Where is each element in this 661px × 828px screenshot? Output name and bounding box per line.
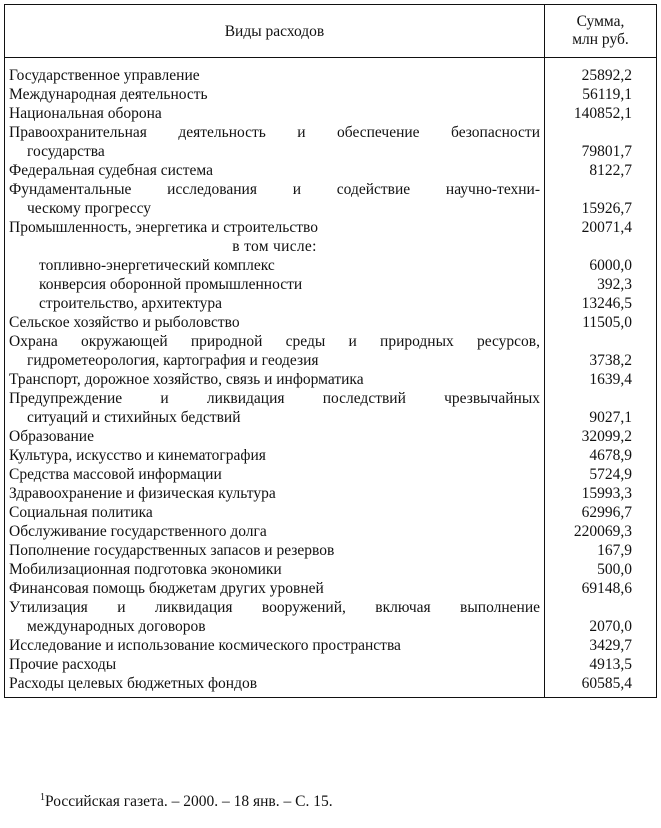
table-row (5, 218, 657, 237)
row-category-name: Международная деятельность (5, 85, 545, 104)
row-category-name: Прочие расходы (5, 655, 545, 674)
row-name-line: Правоохранительная деятельность и обеспечение безопасности (9, 124, 540, 141)
table-row (5, 579, 657, 598)
row-category-name: Федеральная судебная система (5, 161, 545, 180)
table-row (5, 275, 657, 294)
row-amount: 8122,7 (545, 161, 657, 180)
table-row (5, 256, 657, 275)
row-amount: 25892,2 (545, 58, 657, 86)
row-amount: 62996,7 (545, 503, 657, 522)
row-amount: 6000,0 (545, 256, 657, 275)
row-category-name: Образование (5, 427, 545, 446)
row-category-name: Финансовая помощь бюджетам других уровней (5, 579, 545, 598)
row-amount: 9027,1 (545, 389, 657, 427)
row-name-line: гидрометеорология, картография и геодезия (27, 352, 319, 369)
row-category-name: Мобилизационная подготовка экономики (5, 560, 545, 579)
table-row (5, 598, 657, 636)
row-amount: 4678,9 (545, 446, 657, 465)
row-category-name: строительство, архитектура (5, 294, 545, 313)
table-row (5, 465, 657, 484)
row-amount: 79801,7 (545, 123, 657, 161)
table-row (5, 104, 657, 123)
row-category-name: Государственное управление (5, 58, 545, 86)
row-amount: 5724,9 (545, 465, 657, 484)
row-amount: 4913,5 (545, 655, 657, 674)
row-amount: 2070,0 (545, 598, 657, 636)
row-amount: 1639,4 (545, 370, 657, 389)
footnote-marker: 1 (40, 791, 45, 803)
row-category-name (5, 389, 545, 427)
row-category-name: Средства массовой информации (5, 465, 545, 484)
row-amount: 15993,3 (545, 484, 657, 503)
row-category-name: Обслуживание государственного долга (5, 522, 545, 541)
row-amount: 56119,1 (545, 85, 657, 104)
row-name-line: Охрана окружающей природной среды и природных ресурсов, (9, 333, 540, 350)
row-amount: 11505,0 (545, 313, 657, 332)
table-row (5, 58, 657, 86)
row-category-name: Культура, искусство и кинематография (5, 446, 545, 465)
row-category-name: Пополнение государственных запасов и резервов (5, 541, 545, 560)
footnote (40, 792, 333, 812)
row-name-line: ческому прогрессу (27, 200, 152, 217)
table-row (5, 503, 657, 522)
table-row (5, 313, 657, 332)
row-name-line: Фундаментальные исследования и содействие научно-техни- (9, 181, 540, 198)
row-name-line: международных договоров (27, 618, 206, 635)
row-category-name (5, 598, 545, 636)
row-subheading: в том числе: (5, 237, 545, 256)
row-category-name: Исследование и использование космического пространства (5, 636, 545, 655)
header-amount-line1: Сумма, (576, 13, 625, 30)
row-amount: 60585,4 (545, 674, 657, 698)
header-category: Виды расходов (5, 5, 545, 58)
row-amount: 69148,6 (545, 579, 657, 598)
header-amount-line2: млн руб. (572, 31, 629, 48)
row-category-name: Национальная оборона (5, 104, 545, 123)
table-row (5, 85, 657, 104)
table-row (5, 655, 657, 674)
table-row (5, 674, 657, 698)
table-row (5, 446, 657, 465)
row-amount: 32099,2 (545, 427, 657, 446)
row-amount: 220069,3 (545, 522, 657, 541)
row-category-name: топливно-энергетический комплекс (5, 256, 545, 275)
table-row (5, 332, 657, 370)
row-category-name (5, 123, 545, 161)
row-amount (545, 237, 657, 256)
row-amount: 500,0 (545, 560, 657, 579)
budget-expenditure-table (4, 4, 657, 698)
row-name-line: Утилизация и ликвидация вооружений, включая выполнение (9, 599, 540, 616)
row-category-name: Транспорт, дорожное хозяйство, связь и информатика (5, 370, 545, 389)
table-body (5, 58, 657, 698)
footnote-text: Российская газета. – 2000. – 18 янв. – С. 15. (45, 793, 333, 810)
table-row (5, 541, 657, 560)
table-row (5, 123, 657, 161)
table-row (5, 161, 657, 180)
row-category-name (5, 180, 545, 218)
row-amount: 392,3 (545, 275, 657, 294)
table-row (5, 484, 657, 503)
table-row (5, 294, 657, 313)
row-amount: 20071,4 (545, 218, 657, 237)
table-row (5, 427, 657, 446)
row-category-name: конверсия оборонной промышленности (5, 275, 545, 294)
table-row (5, 522, 657, 541)
row-amount: 15926,7 (545, 180, 657, 218)
row-category-name: Расходы целевых бюджетных фондов (5, 674, 545, 698)
table-row (5, 636, 657, 655)
row-name-line: ситуаций и стихийных бедствий (27, 409, 241, 426)
row-name-line: Предупреждение и ликвидация последствий чрезвычайных (9, 390, 540, 407)
table-header-row (5, 5, 657, 58)
table-row (5, 180, 657, 218)
header-amount (545, 5, 657, 58)
table-row (5, 560, 657, 579)
row-category-name: Социальная политика (5, 503, 545, 522)
table-row (5, 237, 657, 256)
row-amount: 3738,2 (545, 332, 657, 370)
row-amount: 3429,7 (545, 636, 657, 655)
row-category-name (5, 332, 545, 370)
row-amount: 13246,5 (545, 294, 657, 313)
row-category-name: Промышленность, энергетика и строительство (5, 218, 545, 237)
table-row (5, 370, 657, 389)
table-row (5, 389, 657, 427)
row-category-name: Сельское хозяйство и рыболовство (5, 313, 545, 332)
row-category-name: Здравоохранение и физическая культура (5, 484, 545, 503)
row-amount: 140852,1 (545, 104, 657, 123)
row-amount: 167,9 (545, 541, 657, 560)
row-name-line: государства (27, 143, 105, 160)
